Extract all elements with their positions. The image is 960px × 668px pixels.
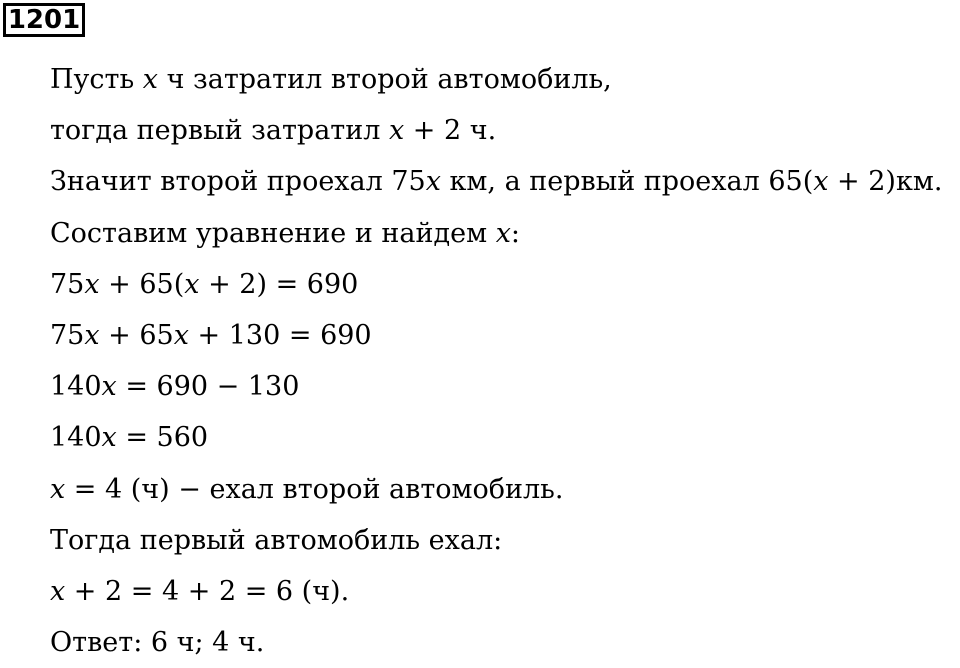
equation-line-4: 140𝑥 = 560 bbox=[50, 422, 209, 454]
problem-number-badge: 1201 bbox=[3, 3, 85, 37]
result-line-2: Тогда первый автомобиль ехал: bbox=[50, 524, 503, 556]
solution-line-2: тогда первый затратил 𝑥 + 2 ч. bbox=[50, 115, 497, 147]
answer-line: Ответ: 6 ч; 4 ч. bbox=[50, 627, 265, 659]
solution-line-3: Значит второй проехал 75𝑥 км, а первый проехал 65(𝑥 + 2)км. bbox=[50, 166, 943, 198]
result-line-3: 𝑥 + 2 = 4 + 2 = 6 (ч). bbox=[50, 575, 350, 607]
equation-line-3: 140𝑥 = 690 − 130 bbox=[50, 371, 300, 403]
result-line-1: 𝑥 = 4 (ч) − ехал второй автомобиль. bbox=[50, 473, 564, 505]
solution-line-1: Пусть 𝑥 ч затратил второй автомобиль, bbox=[50, 64, 612, 95]
equation-line-2: 75𝑥 + 65𝑥 + 130 = 690 bbox=[50, 319, 372, 351]
equation-line-1: 75𝑥 + 65(𝑥 + 2) = 690 bbox=[50, 268, 359, 300]
solution-line-4: Составим уравнение и найдем 𝑥: bbox=[50, 217, 521, 249]
solution-text bbox=[50, 54, 955, 668]
